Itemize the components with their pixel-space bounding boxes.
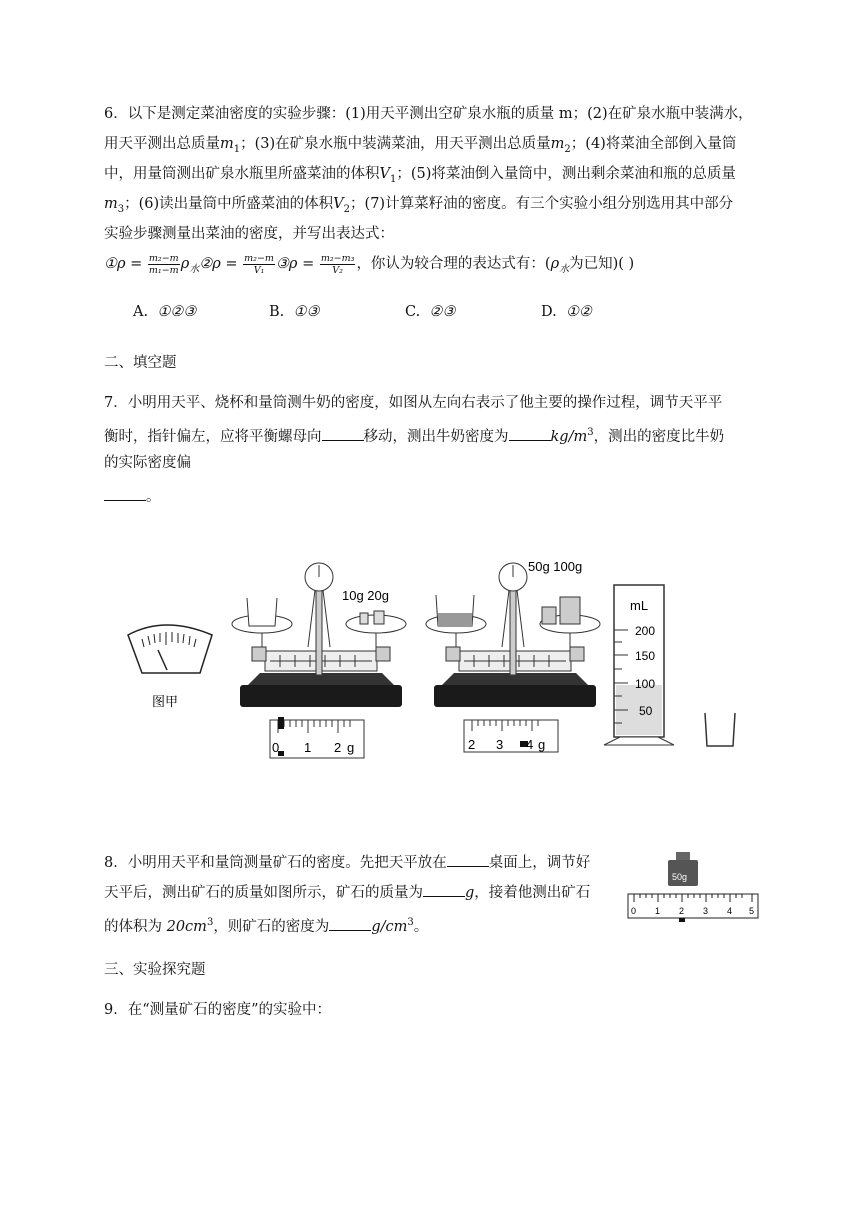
cylinder-mark-150: 150 (635, 649, 656, 663)
figure-weight-scale (624, 848, 764, 924)
blank-1[interactable] (322, 428, 364, 441)
q7-line4: 。 (104, 487, 161, 507)
cylinder-unit: mL (630, 598, 649, 613)
scale3-tick-1: 1 (655, 906, 661, 916)
scale1-tick-0: 0 (272, 740, 280, 755)
q8-line2: 天平后，测出矿石的质量如图所示，矿石的质量为 g，接着他测出矿石 (104, 885, 591, 901)
option-d[interactable]: D. ①② (541, 304, 592, 320)
cylinder-mark-50: 50 (639, 704, 653, 718)
scale2-unit: g (538, 737, 546, 752)
scale3-tick-5: 5 (749, 906, 755, 916)
blank-6[interactable] (329, 918, 371, 931)
blank-2[interactable] (509, 428, 551, 441)
q7-line2: 衡时，指针偏左，应将平衡螺母向 移动，测出牛奶密度为 $kg/m^3$，测出的密度比牛奶 (104, 427, 725, 445)
cylinder-mark-200: 200 (635, 624, 656, 638)
section-fill-blank-title: 二、填空题 (104, 355, 177, 371)
weight-label: 50g (672, 872, 688, 882)
q9-line1: 9．在“测量矿石的密度”的实验中： (104, 1002, 332, 1018)
beaker-icon (705, 713, 735, 746)
rider-scale-3-icon (628, 894, 758, 918)
q6-line5: 实验步骤测量出菜油的密度，并写出表达式： (104, 226, 394, 242)
blank-3[interactable] (104, 488, 146, 501)
scale1-tick-1: 1 (304, 740, 312, 755)
scale3-tick-4: 4 (727, 906, 733, 916)
section-experiment-title: 三、实验探究题 (104, 962, 206, 978)
scale2-tick-4: 4 (526, 737, 534, 752)
q6-line1: 6．以下是测定菜油密度的实验步骤：(1)用天平测出空矿泉水瓶的质量 m；(2)在矿泉水瓶中装满水， (104, 106, 753, 122)
q6-formula-line: ①ρ = $\frac{\text{m₂−m}}{\text{m₁−m}}$ $\rho_水②\rho$ = $\frac{\text{m₂−m}}{\text{V₁}}$ ③ρ = $\frac{\text{m₂−m₃}}{\text{V₂}}$ ，你认为较合理的表达式有：($\rho_水$为已知)( ) (104, 252, 635, 276)
scale3-tick-0: 0 (631, 906, 637, 916)
weights-label-2: 50g 100g (528, 559, 583, 574)
option-a[interactable]: A. ①②③ (133, 304, 197, 320)
scale3-tick-3: 3 (703, 906, 709, 916)
q8-line1: 8．小明用天平和量筒测量矿石的密度。先把天平放在 桌面上，调节好 (104, 855, 591, 871)
q6-line4: $m_3$；(6)读出量筒中所盛菜油的体积$V_2$；(7)计算菜籽油的密度。有三个实验小组分别选用其中部分 (104, 196, 734, 215)
q6-line2: 用天平测出总质量$m_1$；(3)在矿泉水瓶中装满菜油，用天平测出总质量$m_2$；(4)将菜油全部倒入量筒 (104, 136, 737, 155)
scale2-tick-3: 3 (496, 737, 504, 752)
blank-4[interactable] (447, 854, 489, 867)
option-b[interactable]: B. ①③ (269, 304, 320, 320)
figure-caption: 图甲 (152, 694, 179, 709)
q7-line1: 7．小明用天平、烧杯和量筒测牛奶的密度，如图从左向右表示了他主要的操作过程，调节天平平 (104, 395, 723, 411)
scale2-tick-2: 2 (468, 737, 476, 752)
option-c[interactable]: C. ②③ (405, 304, 456, 320)
scale1-tick-2: 2 (334, 740, 342, 755)
scale1-unit: g (347, 740, 355, 755)
balance-1-icon (232, 563, 406, 707)
balance-2-icon (426, 563, 600, 707)
pointer-dial-icon (128, 625, 212, 673)
figure-balance-experiment (120, 555, 750, 765)
q6-line3: 中，用量筒测出矿泉水瓶里所盛菜油的体积$V_1$；(5)将菜油倒入量筒中，测出剩余菜油和瓶的总质量 (104, 166, 736, 185)
blank-5[interactable] (423, 884, 465, 897)
scale3-tick-2: 2 (679, 906, 685, 916)
weights-label-1: 10g 20g (342, 588, 389, 603)
cylinder-mark-100: 100 (635, 677, 656, 691)
q7-line3: 的实际密度偏 (104, 455, 191, 471)
q8-line3: 的体积为 $20cm^3$，则矿石的密度为 $g/cm^3$。 (104, 917, 429, 935)
